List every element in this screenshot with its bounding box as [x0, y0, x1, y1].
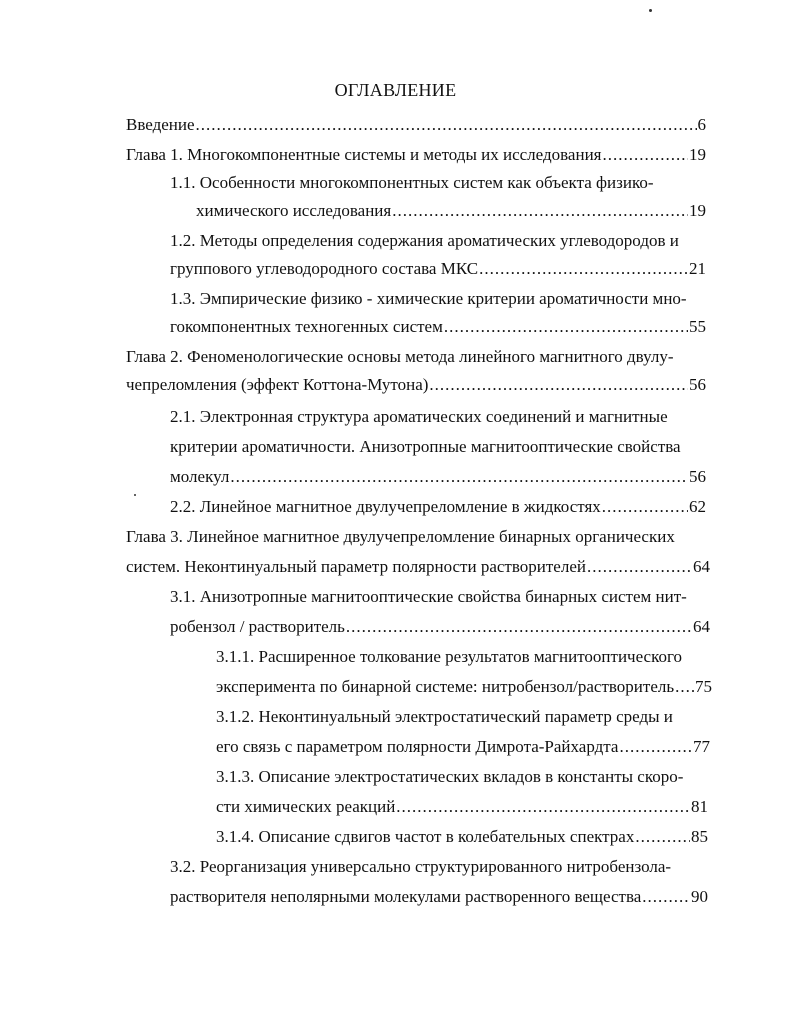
leader-dots [602, 496, 688, 518]
toc-entry-2-1-line2: критерии ароматичности. Анизотропные магнитооптические свойства [170, 437, 681, 456]
leader-dots [675, 676, 694, 698]
entry-text: группового углеводородного состава МКС [170, 259, 479, 278]
page-number: 64 [693, 557, 710, 576]
entry-text: 2.2. Линейное магнитное двулучепреломление в жидкостях [170, 497, 601, 516]
page-number: 90 [691, 887, 708, 906]
toc-entry-3-1-line2 [170, 616, 710, 638]
toc-entry-3-1-2-line2 [216, 736, 710, 758]
toc-entry-3-1-1-line2 [216, 676, 712, 698]
page-number: 56 [689, 375, 706, 394]
entry-text: робензол / растворитель [170, 617, 345, 636]
toc-entry-chapter-3-line1: Глава 3. Линейное магнитное двулучепреломление бинарных органических [126, 527, 675, 546]
scan-speck [134, 494, 136, 496]
page-number: 19 [689, 201, 706, 220]
page-number: 6 [697, 115, 706, 134]
page-number: 81 [691, 797, 708, 816]
entry-text: химического исследования [196, 201, 392, 220]
toc-entry-chapter-3-line2 [126, 556, 710, 578]
page-number: 85 [691, 827, 708, 846]
page-number: 21 [689, 259, 706, 278]
toc-entry-3-1-2-line1: 3.1.2. Неконтинуальный электростатический параметр среды и [216, 707, 673, 726]
toc-entry-chapter-1 [126, 144, 706, 166]
page-number: 19 [689, 145, 706, 164]
toc-entry-3-1-4 [216, 826, 708, 848]
scan-speck [649, 9, 652, 12]
leader-dots [619, 736, 692, 758]
leader-dots [392, 200, 688, 222]
toc-entry-2-1-line3 [170, 466, 706, 488]
leader-dots [396, 796, 690, 818]
page-number: 77 [693, 737, 710, 756]
toc-entry-chapter-2-line1: Глава 2. Феноменологические основы метода линейного магнитного двулу- [126, 347, 674, 366]
toc-entry-1-2-line2 [170, 258, 706, 280]
toc-entry-intro [126, 114, 706, 136]
leader-dots [642, 886, 690, 908]
entry-text: чепреломления (эффект Коттона-Мутона) [126, 375, 429, 394]
leader-dots [603, 144, 689, 166]
toc-entry-1-3-line2 [170, 316, 706, 338]
page-number: 62 [689, 497, 706, 516]
leader-dots [479, 258, 688, 280]
entry-text: Введение [126, 115, 195, 134]
leader-dots [230, 466, 688, 488]
leader-dots [587, 556, 692, 578]
toc-entry-2-2 [170, 496, 706, 518]
toc-entry-1-3-line1: 1.3. Эмпирические физико - химические критерии ароматичности мно- [170, 289, 687, 308]
leader-dots [346, 616, 692, 638]
page-number: 55 [689, 317, 706, 336]
toc-entry-1-2-line1: 1.2. Методы определения содержания ароматических углеводородов и [170, 231, 679, 250]
entry-text: растворителя неполярными молекулами растворенного вещества [170, 887, 642, 906]
page-number: 56 [689, 467, 706, 486]
leader-dots [196, 114, 697, 136]
entry-text: систем. Неконтинуальный параметр полярности растворителей [126, 557, 586, 576]
toc-entry-chapter-2-line2 [126, 374, 706, 396]
toc-entry-3-2-line2 [170, 886, 708, 908]
toc-entry-1-1-line2 [196, 200, 706, 222]
toc-entry-3-1-3-line2 [216, 796, 708, 818]
leader-dots [635, 826, 690, 848]
toc-entry-2-1-line1: 2.1. Электронная структура ароматических соединений и магнитные [170, 407, 668, 426]
leader-dots [429, 374, 688, 396]
page-number: 64 [693, 617, 710, 636]
entry-text: сти химических реакций [216, 797, 396, 816]
toc-entry-1-1-line1: 1.1. Особенности многокомпонентных систем как объекта физико- [170, 173, 654, 192]
entry-text: гокомпонентных техногенных систем [170, 317, 443, 336]
toc-entry-3-2-line1: 3.2. Реорганизация универсально структурированного нитробензола- [170, 857, 672, 876]
entry-text: эксперимента по бинарной системе: нитробензол/растворитель [216, 677, 675, 696]
toc-title: ОГЛАВЛЕНИЕ [334, 80, 457, 100]
leader-dots [444, 316, 688, 338]
entry-text: его связь с параметром полярности Димрота-Райхардта [216, 737, 619, 756]
toc-entry-3-1-3-line1: 3.1.3. Описание электростатических вкладов в константы скоро- [216, 767, 684, 786]
entry-text: Глава 1. Многокомпонентные системы и методы их исследования [126, 145, 602, 164]
page-number: 75 [695, 677, 712, 696]
toc-entry-3-1-1-line1: 3.1.1. Расширенное толкование результатов магнитооптического [216, 647, 683, 666]
entry-text: молекул [170, 467, 230, 486]
entry-text: 3.1.4. Описание сдвигов частот в колебательных спектрах [216, 827, 635, 846]
toc-entry-3-1-line1: 3.1. Анизотропные магнитооптические свойства бинарных систем нит- [170, 587, 687, 606]
